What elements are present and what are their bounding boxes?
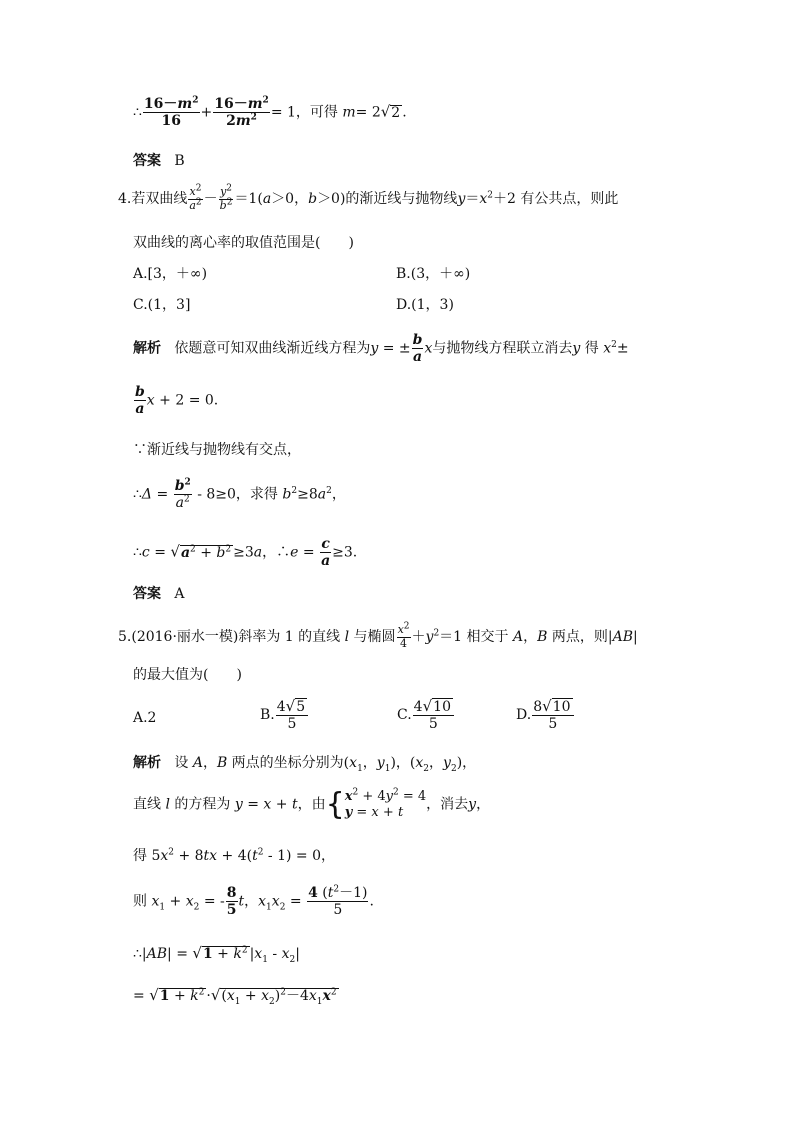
sqrt-symbol: √ [149,986,159,1004]
option-5b: B. $\frac{4√5}{5}$ [260,698,309,732]
sqrt-symbol: √ [422,697,433,715]
fraction: $\frac{16-m^2}{2m^2}$ [214,95,269,130]
sqrt-symbol: √ [380,102,391,121]
sqrt-symbol: √ [170,542,180,561]
solution-4-line4: ∴Δ = $\frac{b^2}{a^2}$ - 8≥0，求得 $b^2\ge 8a^2$， [133,477,346,512]
option-5c: C. $\frac{4√10}{5}$ [397,698,455,732]
fraction: $\frac{4√10}{5}$ [413,698,454,732]
fraction: $\frac{x^2}{4}$ [397,621,410,650]
answer-1: 答案 B [133,153,185,169]
solution-5-line2: 直线 l 的方程为 y = x + t，由{ $x^2 + 4y^2 = 4$ y = x + t ，消去y， [133,786,491,822]
fraction: $\frac{4 (t^2-1)}{5}$ [308,884,368,919]
sqrt-symbol: √ [542,697,552,715]
radicand: $1 + k^2$ [202,945,248,962]
fraction: $\frac{b}{a}$ [412,332,423,366]
fraction: $\frac{8√10}{5}$ [532,698,573,732]
line-conclusion-m: ∴ $\frac{16-m^2}{16}$ + $\frac{16-m^2}{2m^2}$ = 1，可得 m= 2√2 . [133,95,407,130]
option-4d: D.(1，3) [396,297,454,313]
radicand: $1 + k^2$ [159,987,205,1004]
option-4c: C.(1，3] [133,297,191,313]
solution-5-line5: ∴|AB| = $√1 + k^2$ $|x_1 - x_2|$ [133,944,300,965]
sqrt-symbol: √ [285,697,296,715]
solution-4-line1: 解析 依题意可知双曲线渐近线方程为y = ± $\frac{b}{a}$ x与抛物线方程联立消去y 得 $x^2\pm$ [133,332,629,366]
solution-5-line4: 则 $x_1 + x_2$ = - $\frac{8}{5}$ t，$x_1x_2$ = $\frac{4 (t^2-1)}{5}$ . [133,884,374,919]
therefore-symbol: ∴ [133,104,142,121]
sqrt-symbol: √ [210,986,221,1004]
option-4b: B.(3，＋∞) [396,266,471,282]
question-4-stem-line2: 双曲线的离心率的取值范围是( ) [133,235,354,251]
option-5d: D. $\frac{8√10}{5}$ [516,698,575,732]
option-5a: A.2 [133,710,157,726]
sqrt-symbol: √ [192,944,202,962]
solution-5-line6: = $√1 + k^2 \cdot√(x_1 + x_2)^2-4x_1x^2$ [133,986,337,1007]
fraction: $\frac{y^2}{b^2}$ [219,183,233,212]
fraction: $\frac{b}{a}$ [135,384,145,418]
fraction: $\frac{c}{a}$ [321,536,331,570]
question-4-stem: 4.若双曲线 $\frac{x^2}{a^2}$ － $\frac{y^2}{b^2}$ ＝1(a＞0，b＞0)的渐近线与抛物线$y=x^2+2$ 有公共点，则此 [118,183,619,212]
solution-5-line1: 解析 设 A，B 两点的坐标分别为($x_1$，$y_1$)，($x_2$，$y_2$)， [133,755,477,774]
fraction: $\frac{x^2}{a^2}$ [189,183,202,212]
fraction: $\frac{b^2}{a^2}$ [174,477,191,512]
question-5-stem-line2: 的最大值为( ) [133,667,242,683]
solution-5-line3: 得 $5x^2 + 8tx + 4(t^2 - 1) = 0$， [133,847,335,864]
left-brace: { [325,786,345,822]
equation-system: $x^2 + 4y^2 = 4$ y = x + t [344,787,427,820]
answer-2: 答案 A [133,586,185,602]
fraction: $\frac{4√5}{5}$ [276,698,308,732]
solution-4-line5: ∴c = $√a^2 + b^2 \ge 3a$，∴e = $\frac{c}{a}$ ≥3. [133,536,358,570]
question-5-stem: 5.(2016·丽水一模)斜率为 1 的直线 l 与椭圆 $\frac{x^2}{4}$ $+y^2=1$ 相交于 A，B 两点，则|AB| [118,621,638,650]
radicand: $a^2 + b^2$ [180,543,232,561]
solution-4-line3: ∵渐近线与抛物线有交点， [133,442,301,458]
fraction: $\frac{8}{5}$ [226,885,237,919]
radicand: $(x_1 + x_2)^2-4x_1x^2$ [221,987,337,1007]
fraction: $\frac{16-m^2}{16}$ [143,95,199,130]
solution-4-line2: $\frac{b}{a}$ x + 2 = 0. [135,384,219,418]
option-4a: A.[3，＋∞) [133,266,208,282]
